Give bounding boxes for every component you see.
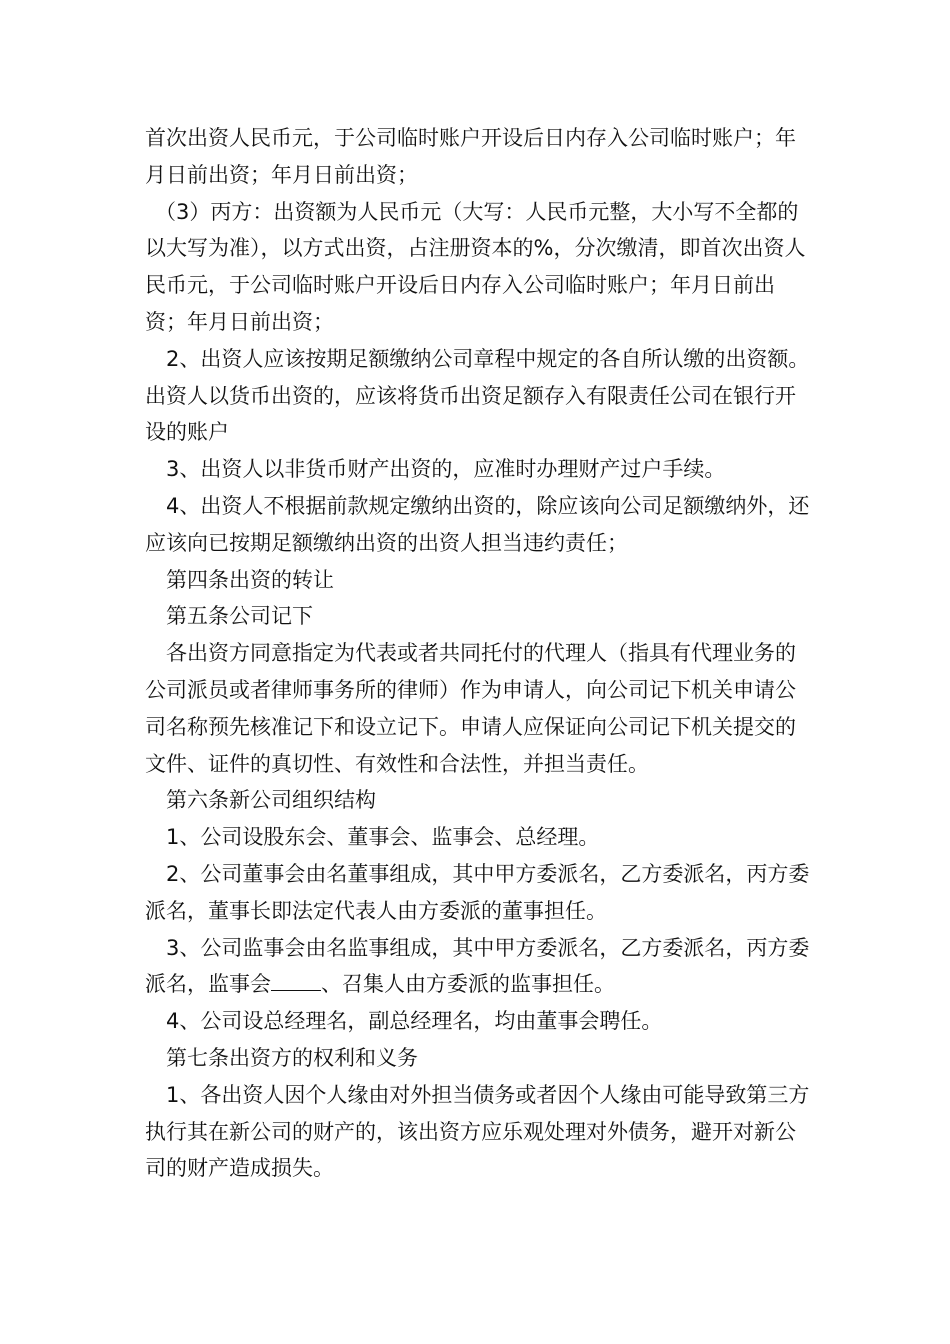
paragraph-party-c-contribution: （3）丙方：出资额为人民币元（大写：人民币元整，大小写不全都的以大写为准），以方式出资，占注册资本的%，分次缴清，即首次出资人民币元，于公司临时账户开设后日内存入公司临时账户；年月日前出资；年月日前出资； <box>145 199 806 334</box>
blank-underline <box>271 970 321 991</box>
paragraph-registration-agent: 各出资方同意指定为代表或者共同托付的代理人（指具有代理业务的公司派员或者律师事务所的律师）作为申请人，向公司记下机关申请公司名称预先核准记下和设立记下。申请人应保证向公司记下机关提交的文件、证件的真切性、有效性和合法性，并担当责任。 <box>145 641 796 776</box>
paragraph-clause-2: 2、出资人应该按期足额缴纳公司章程中规定的各自所认缴的出资额。出资人以货币出资的，应该将货币出资足额存入有限责任公司在银行开设的账户 <box>145 346 810 445</box>
paragraph-org-clause-2: 2、公司董事会由名董事组成，其中甲方委派名，乙方委派名，丙方委派名，董事长即法定代表人由方委派的董事担任。 <box>145 861 810 923</box>
heading-article-5: 第五条公司记下 <box>166 604 313 629</box>
clause-3-text-after: 、召集人由方委派的监事担任。 <box>321 972 615 997</box>
paragraph-org-clause-4: 4、公司设总经理名，副总经理名，均由董事会聘任。 <box>166 1009 663 1034</box>
heading-article-4: 第四条出资的转让 <box>166 567 334 592</box>
paragraph-clause-3: 3、出资人以非货币财产出资的，应准时办理财产过户手续。 <box>166 457 726 482</box>
heading-article-7: 第七条出资方的权利和义务 <box>166 1045 418 1070</box>
heading-article-6: 第六条新公司组织结构 <box>166 788 376 813</box>
paragraph-contribution-schedule: 首次出资人民币元，于公司临时账户开设后日内存入公司临时账户；年月日前出资；年月日前出资； <box>145 126 796 187</box>
clause-3-text-before: 3、公司监事会由名监事组成，其中甲方委派名，乙方委派名，丙方委派名，监事会 <box>145 935 810 997</box>
paragraph-org-clause-3 <box>145 930 810 1004</box>
paragraph-org-clause-1: 1、公司设股东会、董事会、监事会、总经理。 <box>166 825 600 850</box>
paragraph-rights-clause-1: 1、各出资人因个人缘由对外担当债务或者因个人缘由可能导致第三方执行其在新公司的财产的，该出资方应乐观处理对外债务，避开对新公司的财产造成损失。 <box>145 1082 810 1181</box>
document-body <box>145 120 810 1187</box>
paragraph-clause-4: 4、出资人不根据前款规定缴纳出资的，除应该向公司足额缴纳外，还应该向已按期足额缴纳出资的出资人担当违约责任； <box>145 493 810 555</box>
